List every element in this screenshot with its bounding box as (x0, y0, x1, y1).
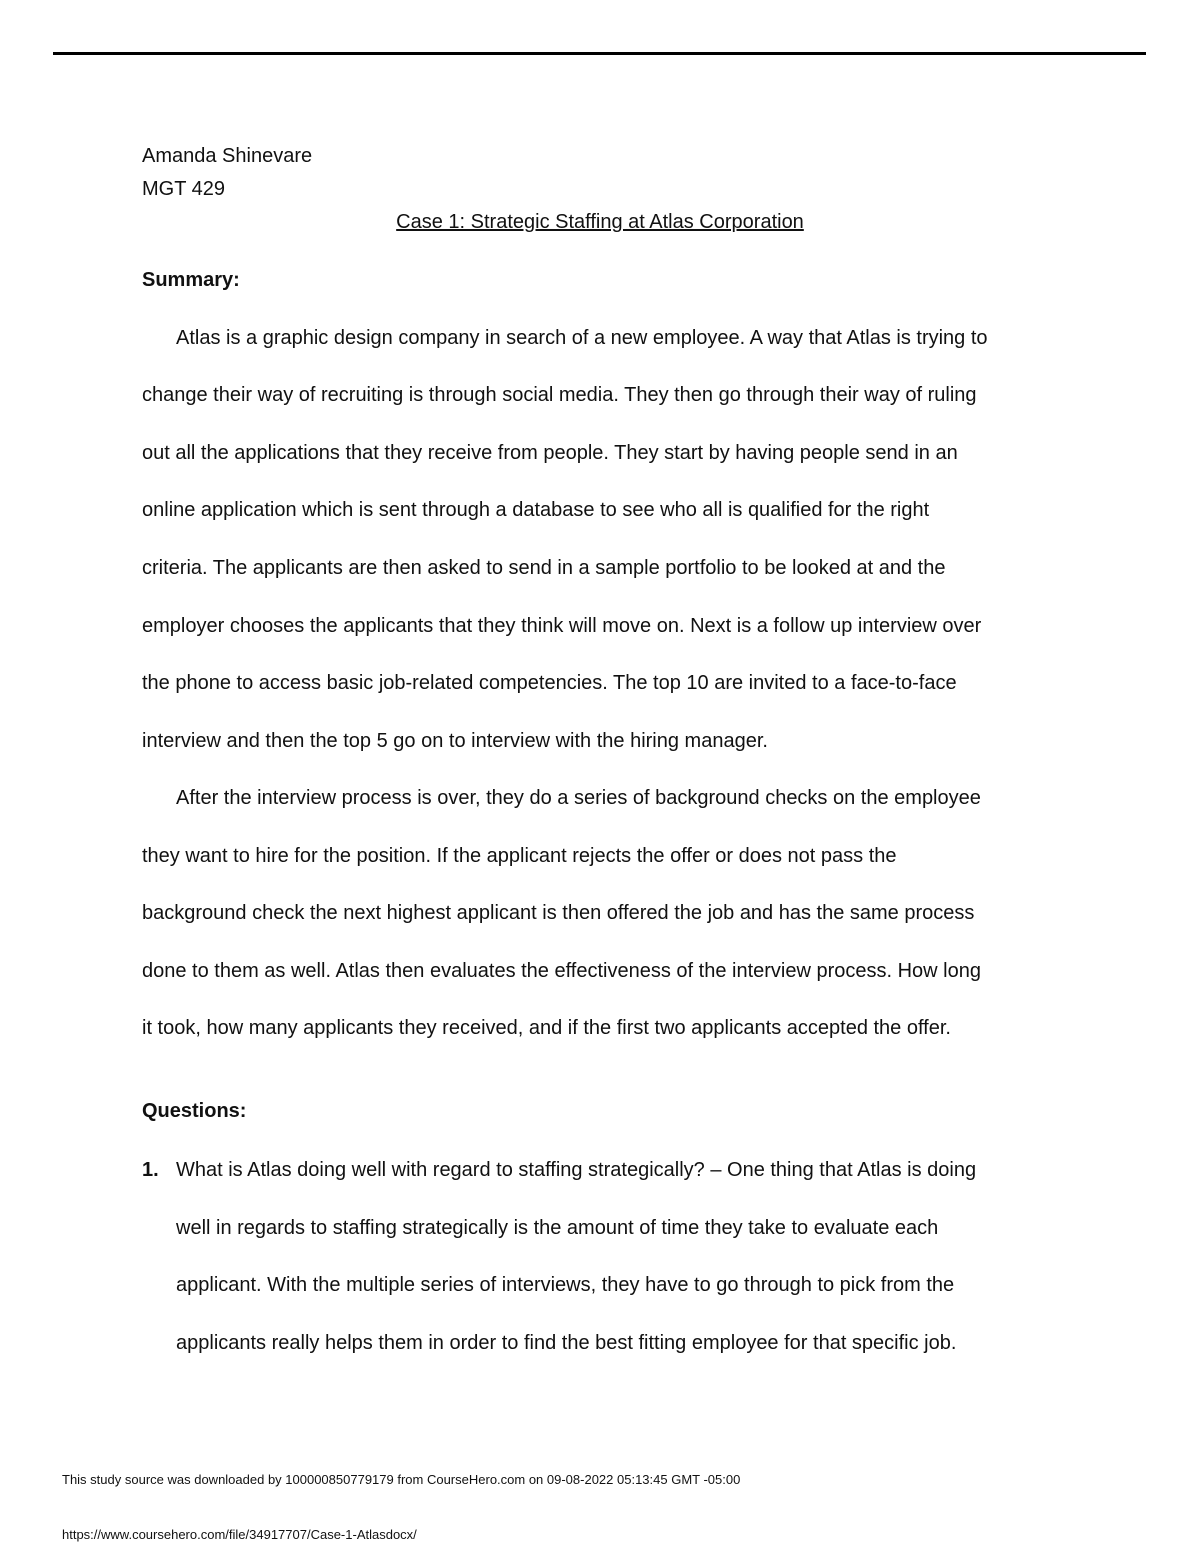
summary-line: done to them as well. Atlas then evaluates the effectiveness of the interview process. How long (142, 960, 981, 982)
summary-line: change their way of recruiting is through social media. They then go through their way of ruling (142, 384, 977, 406)
summary-line: background check the next highest applicant is then offered the job and has the same process (142, 902, 975, 924)
source-url[interactable]: https://www.coursehero.com/file/34917707/Case-1-Atlasdocx/ (62, 1527, 417, 1542)
questions-heading: Questions: (142, 1100, 247, 1122)
summary-line: out all the applications that they receive from people. They start by having people send in an (142, 442, 958, 464)
summary-line: it took, how many applicants they received, and if the first two applicants accepted the offer. (142, 1017, 951, 1039)
summary-line: criteria. The applicants are then asked to send in a sample portfolio to be looked at and the (142, 557, 946, 579)
summary-line: online application which is sent through a database to see who all is qualified for the right (142, 499, 930, 521)
course-code: MGT 429 (142, 178, 225, 200)
summary-line: Atlas is a graphic design company in search of a new employee. A way that Atlas is trying to (176, 327, 988, 349)
summary-line: After the interview process is over, they do a series of background checks on the employee (176, 787, 981, 809)
question-line: applicant. With the multiple series of interviews, they have to go through to pick from the (176, 1274, 955, 1296)
summary-line: the phone to access basic job-related competencies. The top 10 are invited to a face-to-face (142, 672, 957, 694)
download-source-note: This study source was downloaded by 100000850779179 from CourseHero.com on 09-08-2022 05:13:45 GMT -05:00 (62, 1472, 741, 1487)
summary-line: employer chooses the applicants that they think will move on. Next is a follow up interview over (142, 615, 982, 637)
top-horizontal-rule (53, 52, 1146, 55)
summary-line: they want to hire for the position. If the applicant rejects the offer or does not pass the (142, 845, 897, 867)
question-line: What is Atlas doing well with regard to staffing strategically? – One thing that Atlas is doing (176, 1159, 977, 1181)
summary-heading: Summary: (142, 269, 240, 291)
document-title: Case 1: Strategic Staffing at Atlas Corporation (396, 211, 804, 233)
summary-line: interview and then the top 5 go on to interview with the hiring manager. (142, 730, 768, 752)
question-line: well in regards to staffing strategically is the amount of time they take to evaluate each (176, 1217, 939, 1239)
author-name: Amanda Shinevare (142, 145, 313, 167)
question-line: applicants really helps them in order to find the best fitting employee for that specific job. (176, 1332, 957, 1354)
question-number: 1. (142, 1159, 159, 1181)
